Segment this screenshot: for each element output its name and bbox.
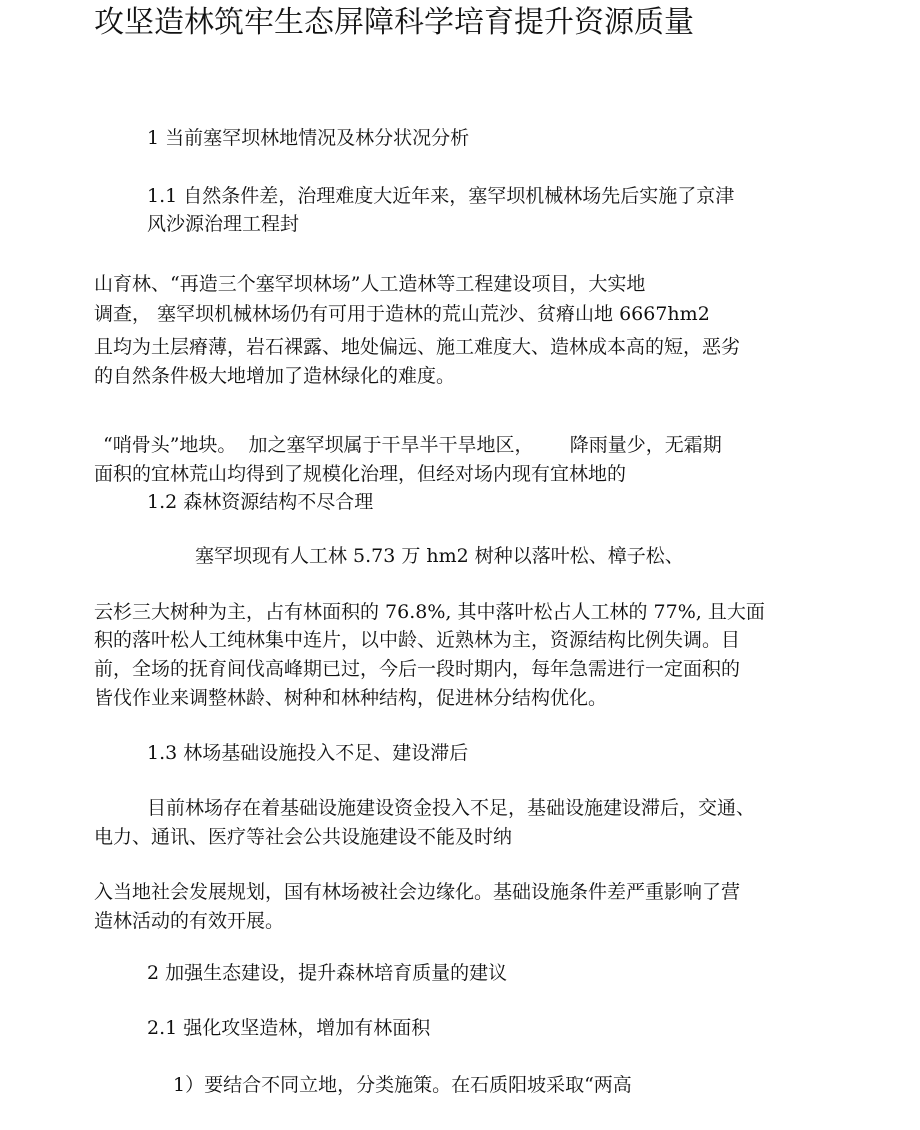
paragraph-line: 目前林场存在着基础设施建设资金投入不足，基础设施建设滞后，交通、	[147, 797, 756, 819]
section-1-3-heading: 1.3 林场基础设施投入不足、建设滞后	[147, 742, 469, 764]
paragraph-line: 入当地社会发展规划，国有林场被社会边缘化。基础设施条件差严重影响了营	[94, 881, 741, 903]
paragraph-line: 山育林、“再造三个塞罕坝林场”人工造林等工程建设项目，大实地	[94, 273, 646, 295]
list-item: 1）要结合不同立地，分类施策。在石质阳坡采取“两高	[173, 1074, 632, 1096]
section-1-2-heading: 1.2 森林资源结构不尽合理	[147, 491, 374, 513]
section-2-1-heading: 2.1 强化攻坚造林，增加有林面积	[147, 1017, 431, 1039]
paragraph-line: 前，全场的抚育间伐高峰期已过，今后一段时期内，每年急需进行一定面积的	[94, 658, 741, 680]
paragraph-line: 云杉三大树种为主，占有林面积的 76.8%, 其中落叶松占人工林的 77%, 且大面	[94, 601, 765, 623]
paragraph-line: 积的落叶松人工纯林集中连片，以中龄、近熟林为主，资源结构比例失调。目	[94, 629, 741, 651]
page-title: 攻坚造林筑牢生态屏障科学培育提升资源质量	[94, 5, 694, 40]
section-2-heading: 2 加强生态建设，提升森林培育质量的建议	[147, 962, 508, 984]
paragraph-line: 电力、通讯、医疗等社会公共设施建设不能及时纳	[94, 826, 513, 848]
section-1-1-heading-line-2: 风沙源治理工程封	[147, 213, 300, 235]
paragraph-line: 调查， 塞罕坝机械林场仍有可用于造林的荒山荒沙、贫瘠山地 6667hm2	[94, 303, 710, 325]
paragraph-line: 的自然条件极大地增加了造林绿化的难度。	[94, 365, 456, 387]
paragraph-line: 面积的宜林荒山均得到了规模化治理，但经对场内现有宜林地的	[94, 463, 627, 485]
paragraph-line: “哨骨头”地块。 加之塞罕坝属于干旱半干旱地区， 降雨量少，无霜期	[103, 434, 722, 456]
section-1-heading: 1 当前塞罕坝林地情况及林分状况分析	[147, 127, 470, 149]
paragraph-line: 造林活动的有效开展。	[94, 910, 285, 932]
paragraph-line: 皆伐作业来调整林龄、树种和林种结构，促进林分结构优化。	[94, 687, 608, 709]
paragraph-line: 且均为土层瘠薄，岩石裸露、地处偏远、施工难度大、造林成本高的短，恶劣	[94, 336, 741, 358]
section-1-1-heading-line-1: 1.1 自然条件差，治理难度大近年来，塞罕坝机械林场先后实施了京津	[147, 185, 735, 207]
paragraph-line: 塞罕坝现有人工林 5.73 万 hm2 树种以落叶松、樟子松、	[195, 545, 684, 567]
